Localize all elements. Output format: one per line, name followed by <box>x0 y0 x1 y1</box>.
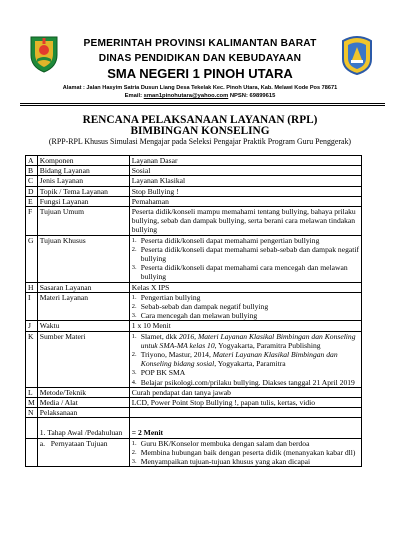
stage-duration-text: = 2 Menit <box>131 428 164 438</box>
table-row <box>26 176 362 186</box>
list-number: 1. <box>131 439 137 447</box>
row-code: D <box>26 186 38 196</box>
row-label: Sumber Materi <box>37 331 129 387</box>
row-value <box>129 408 361 418</box>
list-item-text: Sebab-sebab dan dampak negatif bullying <box>140 302 269 312</box>
row-value <box>129 235 361 282</box>
school-emblem-icon <box>340 33 374 75</box>
list-item-text: Guru BK/Konselor membuka dengan salam dan berdoa <box>140 438 310 448</box>
letterhead-address: Alamat : Jalan Hasyim Satria Dusun Liang Desa Tekelak Kec. Pinoh Utara, Kab. Melawi Kode Pos 78671 <box>62 85 338 91</box>
list-item-text: Cara mencegah dan melawan bullying <box>140 311 258 321</box>
specific-goals-list <box>132 236 359 282</box>
document-title: RENCANA PELAKSANAAN LAYANAN (RPL) <box>82 114 318 126</box>
list-number: 1. <box>131 332 137 340</box>
list-number: 3. <box>131 369 137 377</box>
source-text: Slamet, dkk <box>140 331 179 341</box>
table-row <box>26 438 362 467</box>
row-label: Bidang Layanan <box>37 166 129 176</box>
table-row <box>26 331 362 387</box>
list-number: 2. <box>131 351 137 359</box>
stage-duration <box>129 418 361 438</box>
source-text: Belajar psikologi.com/prilaku bullying. Diakses tanggal 21 April 2019 <box>140 377 355 387</box>
list-number: 3. <box>131 312 137 320</box>
table-row <box>26 166 362 176</box>
row-code: M <box>26 398 38 408</box>
row-code: N <box>26 408 38 418</box>
letterhead-contact <box>0 93 400 99</box>
row-label: Media / Alat <box>37 398 129 408</box>
table-row <box>26 235 362 282</box>
table-row <box>26 321 362 331</box>
row-label: Jenis Layanan <box>37 176 129 186</box>
row-code: L <box>26 387 38 397</box>
document-subtitle: (RPP-RPL Khusus Simulasi Mengajar pada Seleksi Pengajar Praktik Program Guru Penggerak) <box>48 137 352 146</box>
list-number: 4. <box>131 378 137 386</box>
row-code: C <box>26 176 38 186</box>
list-number: 1. <box>131 236 137 244</box>
row-label: Topik / Tema Layanan <box>37 186 129 196</box>
letterhead <box>0 0 400 104</box>
row-value: LCD, Power Point Stop Bullying !, papan tulis, kertas, vidio <box>129 398 361 408</box>
list-number: 2. <box>131 245 137 253</box>
row-value: Peserta didik/konseli mampu memahami tentang bullying, bahaya prilaku bullying, sebab dan dampak bullying, serta berani cara melawan tindakan bullying <box>129 207 361 236</box>
row-label: Metode/Teknik <box>37 387 129 397</box>
sub-code: a. <box>39 438 46 448</box>
row-value: Layanan Klasikal <box>129 176 361 186</box>
letterhead-government: PEMERINTAH PROVINSI KALIMANTAN BARAT <box>83 38 317 49</box>
list-item <box>132 439 359 448</box>
row-value: Sosial <box>129 166 361 176</box>
npsn-number: NPSN: 69899615 <box>229 93 276 99</box>
list-item <box>132 263 359 281</box>
row-value: Stop Bullying ! <box>129 186 361 196</box>
list-number: 2. <box>131 303 137 311</box>
source-title: Materi Layanan Klasikal Bimbingan dan Konseling bidang sosial <box>140 350 338 369</box>
row-code: B <box>26 166 38 176</box>
source-publisher: , Yogyakarta, Paramitra Publishing <box>214 340 321 350</box>
table-row <box>26 207 362 236</box>
rpl-table <box>25 155 362 467</box>
table-row <box>26 408 362 418</box>
list-item <box>132 368 359 377</box>
list-item-text: Peserta didik/konseli dapat memahami sebab-sebab dan dampak negatif bullying <box>140 244 360 264</box>
row-value <box>129 438 361 467</box>
list-item-text: Menyampaikan tujuan-tujuan khusus yang akan dicapai <box>140 457 311 467</box>
row-label: Fungsi Layanan <box>37 196 129 206</box>
list-item <box>132 311 359 320</box>
list-item-text: Membina hubungan baik dengan peserta didik (menanyakan kabar dll) <box>140 447 356 457</box>
email-link[interactable]: sman1pinohutara@yahoo.com <box>143 93 229 99</box>
table-row <box>26 387 362 397</box>
table-row <box>26 418 362 438</box>
row-label: Tujuan Khusus <box>37 235 129 282</box>
row-code: G <box>26 235 38 282</box>
row-value: Kelas X IPS <box>129 282 361 292</box>
row-code <box>26 438 38 467</box>
list-item <box>132 302 359 311</box>
source-publisher: , Yogyakarta, Paramitra <box>214 359 286 369</box>
row-code: E <box>26 196 38 206</box>
row-code: J <box>26 321 38 331</box>
list-item-text: Pengertian bullying <box>140 292 201 302</box>
row-code: A <box>26 156 38 166</box>
row-value <box>129 331 361 387</box>
list-number: 2. <box>131 448 137 456</box>
list-item <box>132 293 359 302</box>
row-label: Tujuan Umum <box>37 207 129 236</box>
letterhead-divider <box>20 103 385 106</box>
row-value: Curah pendapat dan tanya jawab <box>129 387 361 397</box>
row-code: I <box>26 292 38 321</box>
list-item <box>132 448 359 457</box>
row-label: Materi Layanan <box>37 292 129 321</box>
list-item-text: Peserta didik/konseli dapat memahami pengertian bullying <box>140 235 320 245</box>
letterhead-school-name: SMA NEGERI 1 PINOH UTARA <box>107 66 293 81</box>
table-row <box>26 292 362 321</box>
list-number: 1. <box>131 293 137 301</box>
material-list <box>132 293 359 321</box>
email-label: Email: <box>124 93 144 99</box>
row-value <box>129 292 361 321</box>
source-text: POP BK SMA <box>140 368 186 378</box>
list-item-text: Peserta didik/konseli dapat memahami cara mencegah dan melawan bullying <box>140 263 348 282</box>
table-row <box>26 196 362 206</box>
row-label <box>37 438 129 467</box>
sub-label: Pernyataan Tujuan <box>50 438 108 448</box>
list-number: 3. <box>131 264 137 272</box>
list-item <box>132 457 359 466</box>
row-label: Sasaran Layanan <box>37 282 129 292</box>
row-value: Layanan Dasar <box>129 156 361 166</box>
list-number: 3. <box>131 458 137 466</box>
row-value: 1 x 10 Menit <box>129 321 361 331</box>
sources-list <box>132 332 359 387</box>
table-row <box>26 186 362 196</box>
list-item <box>132 236 359 245</box>
source-title: 2016, Materi Layanan Klasikal Bimbingan dan Konseling untuk SMA-MA kelas 10 <box>140 331 356 350</box>
list-item <box>132 245 359 263</box>
list-item <box>132 350 359 368</box>
row-code: K <box>26 331 38 387</box>
row-value: Pemahaman <box>129 196 361 206</box>
steps-list <box>132 439 359 467</box>
list-item <box>132 332 359 350</box>
letterhead-department: DINAS PENDIDIKAN DAN KEBUDAYAAN <box>98 53 302 64</box>
row-label: Komponen <box>37 156 129 166</box>
table-row <box>26 398 362 408</box>
row-label: Waktu <box>37 321 129 331</box>
stage-label: 1. Tahap Awal /Pedahuluan <box>37 418 129 438</box>
document-subject: BIMBINGAN KONSELING <box>130 125 270 137</box>
row-label: Pelaksanaan <box>37 408 129 418</box>
row-code: H <box>26 282 38 292</box>
table-row <box>26 156 362 166</box>
row-code <box>26 418 38 438</box>
source-text: Triyono, Mastur, 2014, <box>140 350 213 360</box>
row-code: F <box>26 207 38 236</box>
list-item <box>132 378 359 387</box>
table-row <box>26 282 362 292</box>
